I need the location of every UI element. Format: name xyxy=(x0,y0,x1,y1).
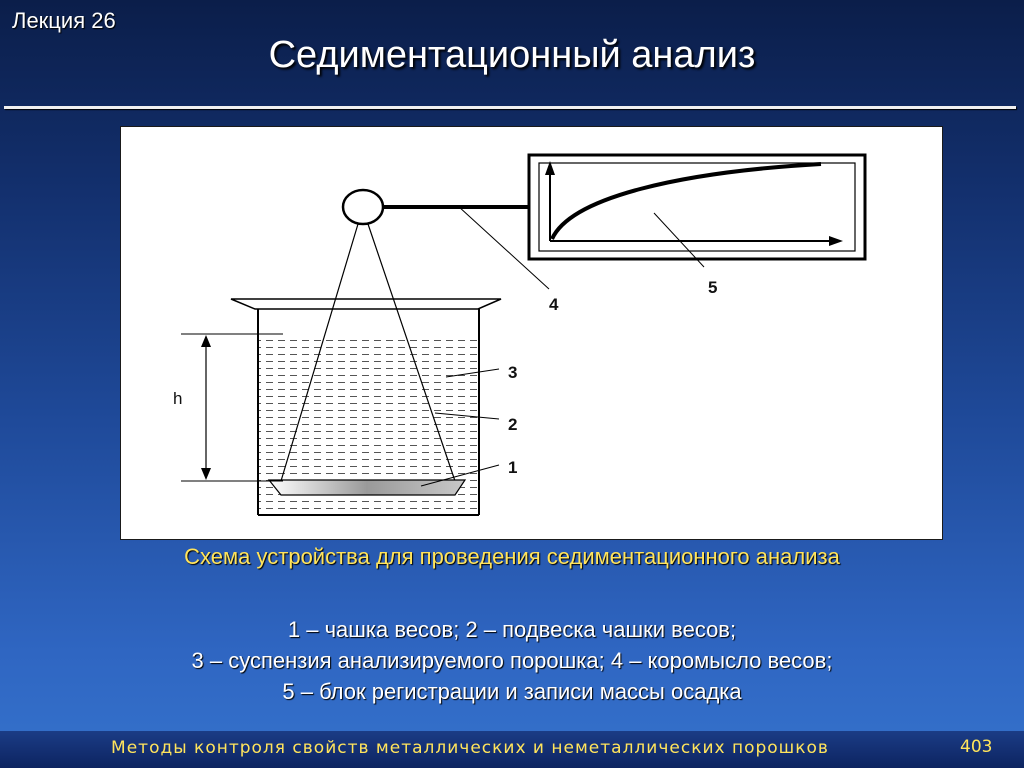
balance-beam xyxy=(343,190,529,224)
title-divider xyxy=(4,106,1016,109)
footer-course-title: Методы контроля свойств металлических и неметаллических порошков xyxy=(111,738,829,758)
diagram-svg xyxy=(121,127,942,539)
label-2: 2 xyxy=(508,415,518,434)
label-3: 3 xyxy=(508,363,518,382)
label-h: h xyxy=(173,389,183,408)
page-number: 403 xyxy=(960,737,993,757)
label-4: 4 xyxy=(549,295,559,314)
legend-line-2: 3 – суспензия анализируемого порошка; 4 – коромысло весов; xyxy=(191,648,833,673)
legend-line-1: 1 – чашка весов; 2 – подвеска чашки весов; xyxy=(287,617,737,642)
legend-line-3: 5 – блок регистрации и записи массы осадка xyxy=(282,679,742,704)
recorder-block xyxy=(529,155,865,259)
lecture-number: Лекция 26 xyxy=(12,8,116,33)
legend xyxy=(0,614,1024,707)
slide-title: Седиментационный анализ xyxy=(268,34,756,76)
sedimentation-diagram xyxy=(120,126,943,540)
figure-caption: Схема устройства для проведения седиментационного анализа xyxy=(184,544,840,569)
label-5: 5 xyxy=(708,278,718,297)
label-1: 1 xyxy=(508,458,518,477)
